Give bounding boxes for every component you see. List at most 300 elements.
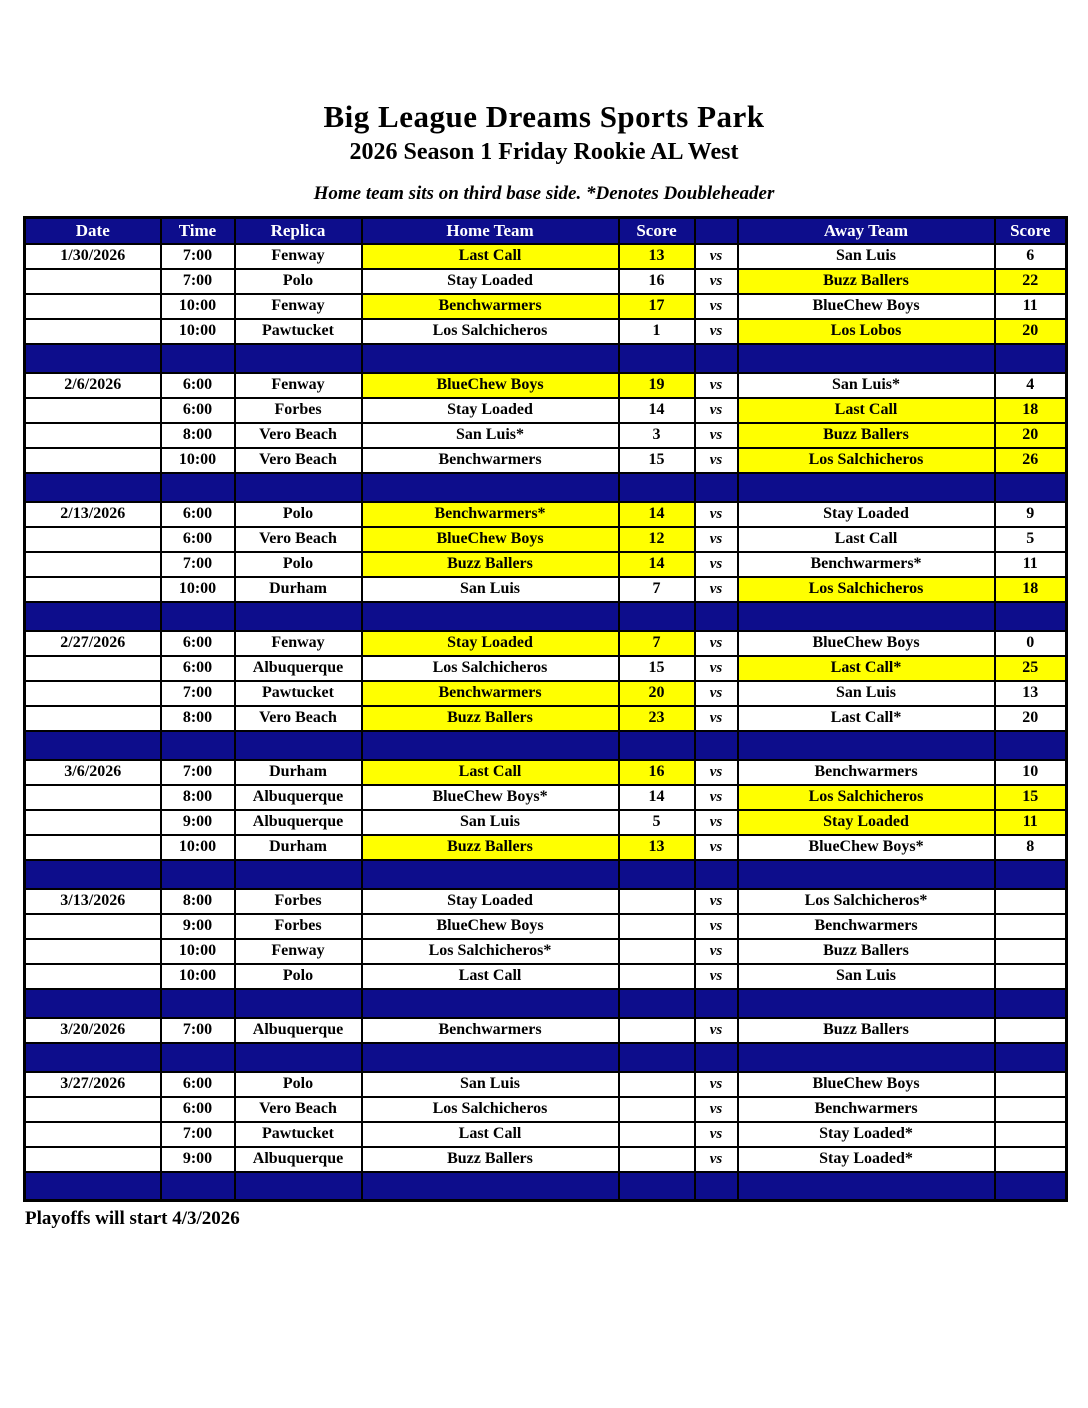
away-team-cell: Last Call [738,398,995,423]
replica-cell: Fenway [235,244,362,269]
replica-cell: Fenway [235,631,362,656]
separator-cell [738,860,995,889]
vs-cell: vs [695,631,738,656]
separator-cell [619,1043,695,1072]
separator-cell [695,473,738,502]
page-subtitle: 2026 Season 1 Friday Rookie AL West [349,139,739,165]
away-team-cell: Last Call [738,527,995,552]
away-score-cell: 11 [995,810,1067,835]
separator-cell [235,1172,362,1201]
header-time: Time [161,218,235,244]
away-team-cell: Los Salchicheros [738,577,995,602]
date-cell: 2/6/2026 [25,373,161,398]
home-score-cell: 16 [619,269,695,294]
schedule-table [23,216,1068,1202]
away-team-cell: BlueChew Boys [738,294,995,319]
separator-cell [619,860,695,889]
vs-cell: vs [695,1147,738,1172]
header-date: Date [25,218,161,244]
separator-row [25,473,1067,502]
game-row [25,1097,1067,1122]
vs-cell: vs [695,760,738,785]
replica-cell: Durham [235,577,362,602]
home-team-cell: BlueChew Boys [362,914,619,939]
away-score-cell [995,1122,1067,1147]
separator-cell [235,989,362,1018]
replica-cell: Vero Beach [235,1097,362,1122]
date-cell [25,914,161,939]
vs-cell: vs [695,244,738,269]
replica-cell: Fenway [235,294,362,319]
away-score-cell: 18 [995,577,1067,602]
home-score-cell [619,964,695,989]
vs-cell: vs [695,294,738,319]
separator-cell [161,473,235,502]
home-team-cell: Last Call [362,1122,619,1147]
away-score-cell: 13 [995,681,1067,706]
game-row [25,964,1067,989]
time-cell: 10:00 [161,319,235,344]
time-cell: 8:00 [161,889,235,914]
time-cell: 6:00 [161,527,235,552]
game-row [25,810,1067,835]
home-team-cell: Benchwarmers [362,448,619,473]
home-score-cell: 12 [619,527,695,552]
home-score-cell: 14 [619,398,695,423]
away-score-cell: 0 [995,631,1067,656]
separator-cell [738,473,995,502]
home-score-cell [619,1018,695,1043]
game-row [25,914,1067,939]
home-team-cell: Last Call [362,964,619,989]
home-score-cell: 13 [619,835,695,860]
separator-cell [362,1043,619,1072]
game-row [25,448,1067,473]
home-team-cell: Benchwarmers [362,681,619,706]
game-row [25,835,1067,860]
away-score-cell [995,1147,1067,1172]
vs-cell: vs [695,373,738,398]
home-team-cell: Benchwarmers* [362,502,619,527]
date-cell [25,577,161,602]
away-team-cell: Buzz Ballers [738,939,995,964]
away-team-cell: Benchwarmers [738,760,995,785]
replica-cell: Fenway [235,373,362,398]
home-score-cell: 15 [619,448,695,473]
time-cell: 6:00 [161,502,235,527]
replica-cell: Polo [235,552,362,577]
game-row [25,244,1067,269]
home-score-cell: 23 [619,706,695,731]
date-cell [25,706,161,731]
away-score-cell: 9 [995,502,1067,527]
date-cell: 1/30/2026 [25,244,161,269]
vs-cell: vs [695,502,738,527]
home-score-cell: 15 [619,656,695,681]
away-score-cell: 20 [995,423,1067,448]
date-cell [25,1147,161,1172]
game-row [25,423,1067,448]
time-cell: 10:00 [161,577,235,602]
away-team-cell: Stay Loaded* [738,1147,995,1172]
vs-cell: vs [695,810,738,835]
vs-cell: vs [695,706,738,731]
date-cell: 3/20/2026 [25,1018,161,1043]
replica-cell: Albuquerque [235,656,362,681]
away-score-cell: 5 [995,527,1067,552]
date-cell [25,269,161,294]
home-score-cell: 19 [619,373,695,398]
replica-cell: Albuquerque [235,1018,362,1043]
date-cell [25,423,161,448]
time-cell: 8:00 [161,706,235,731]
separator-cell [738,602,995,631]
away-score-cell [995,939,1067,964]
date-cell [25,527,161,552]
separator-cell [161,344,235,373]
separator-row [25,860,1067,889]
time-cell: 7:00 [161,244,235,269]
away-score-cell [995,1018,1067,1043]
home-team-cell: Los Salchicheros [362,319,619,344]
header-away-team: Away Team [738,218,995,244]
time-cell: 10:00 [161,835,235,860]
away-team-cell: Stay Loaded* [738,1122,995,1147]
game-row [25,1072,1067,1097]
vs-cell: vs [695,398,738,423]
playoffs-note: Playoffs will start 4/3/2026 [25,1208,240,1229]
game-row [25,1147,1067,1172]
separator-cell [25,473,161,502]
vs-cell: vs [695,577,738,602]
home-team-cell: San Luis [362,577,619,602]
home-team-cell: San Luis* [362,423,619,448]
away-score-cell [995,889,1067,914]
game-row [25,760,1067,785]
date-cell [25,1097,161,1122]
header-home-score: Score [619,218,695,244]
separator-cell [695,1043,738,1072]
date-cell: 2/27/2026 [25,631,161,656]
separator-cell [619,731,695,760]
date-cell: 3/27/2026 [25,1072,161,1097]
separator-cell [738,1043,995,1072]
date-cell [25,398,161,423]
header-home-team: Home Team [362,218,619,244]
away-score-cell: 25 [995,656,1067,681]
game-row [25,939,1067,964]
time-cell: 10:00 [161,939,235,964]
away-team-cell: Benchwarmers* [738,552,995,577]
home-team-cell: Buzz Ballers [362,835,619,860]
home-score-cell [619,1072,695,1097]
date-cell [25,319,161,344]
home-team-cell: Last Call [362,244,619,269]
home-score-cell: 14 [619,552,695,577]
replica-cell: Forbes [235,889,362,914]
away-team-cell: Buzz Ballers [738,1018,995,1043]
away-team-cell: Los Salchicheros [738,785,995,810]
time-cell: 7:00 [161,1122,235,1147]
separator-row [25,1043,1067,1072]
replica-cell: Pawtucket [235,319,362,344]
home-team-cell: BlueChew Boys [362,373,619,398]
date-cell: 3/6/2026 [25,760,161,785]
game-row [25,785,1067,810]
home-team-cell: San Luis [362,1072,619,1097]
separator-cell [362,344,619,373]
date-cell: 2/13/2026 [25,502,161,527]
separator-cell [995,1043,1067,1072]
away-score-cell [995,964,1067,989]
vs-cell: vs [695,319,738,344]
away-score-cell: 4 [995,373,1067,398]
header-vs [695,218,738,244]
game-row [25,1018,1067,1043]
away-score-cell: 10 [995,760,1067,785]
separator-cell [619,1172,695,1201]
time-cell: 6:00 [161,631,235,656]
separator-cell [25,1172,161,1201]
home-team-cell: Los Salchicheros [362,1097,619,1122]
away-team-cell: San Luis* [738,373,995,398]
replica-cell: Vero Beach [235,527,362,552]
separator-cell [995,344,1067,373]
replica-cell: Forbes [235,398,362,423]
away-team-cell: Stay Loaded [738,810,995,835]
home-score-cell: 3 [619,423,695,448]
away-score-cell [995,1072,1067,1097]
separator-cell [25,344,161,373]
home-score-cell: 7 [619,577,695,602]
time-cell: 6:00 [161,656,235,681]
home-team-cell: BlueChew Boys [362,527,619,552]
home-score-cell [619,1122,695,1147]
home-score-cell [619,939,695,964]
separator-cell [362,860,619,889]
away-score-cell: 6 [995,244,1067,269]
time-cell: 7:00 [161,552,235,577]
away-score-cell: 11 [995,552,1067,577]
home-team-cell: Los Salchicheros [362,656,619,681]
away-team-cell: BlueChew Boys [738,1072,995,1097]
vs-cell: vs [695,914,738,939]
date-cell [25,810,161,835]
away-score-cell: 8 [995,835,1067,860]
home-score-cell: 14 [619,785,695,810]
replica-cell: Polo [235,964,362,989]
vs-cell: vs [695,269,738,294]
separator-cell [738,1172,995,1201]
time-cell: 7:00 [161,760,235,785]
replica-cell: Polo [235,1072,362,1097]
game-row [25,631,1067,656]
time-cell: 8:00 [161,785,235,810]
home-score-cell [619,914,695,939]
away-score-cell [995,914,1067,939]
time-cell: 10:00 [161,448,235,473]
away-team-cell: San Luis [738,244,995,269]
separator-cell [995,731,1067,760]
separator-cell [695,989,738,1018]
separator-cell [235,1043,362,1072]
separator-cell [25,602,161,631]
home-score-cell: 14 [619,502,695,527]
date-cell [25,785,161,810]
home-score-cell: 16 [619,760,695,785]
separator-cell [695,602,738,631]
home-team-cell: Last Call [362,760,619,785]
vs-cell: vs [695,939,738,964]
separator-cell [619,473,695,502]
game-row [25,373,1067,398]
date-cell [25,964,161,989]
separator-cell [738,989,995,1018]
replica-cell: Pawtucket [235,1122,362,1147]
vs-cell: vs [695,1072,738,1097]
separator-cell [995,989,1067,1018]
separator-cell [362,473,619,502]
separator-cell [161,731,235,760]
away-score-cell: 20 [995,319,1067,344]
separator-cell [362,1172,619,1201]
separator-cell [161,860,235,889]
home-team-cell: Buzz Ballers [362,1147,619,1172]
replica-cell: Vero Beach [235,706,362,731]
schedule-body [25,244,1067,1201]
separator-row [25,731,1067,760]
game-row [25,294,1067,319]
date-cell [25,552,161,577]
away-team-cell: BlueChew Boys* [738,835,995,860]
game-row [25,319,1067,344]
home-team-cell: Stay Loaded [362,889,619,914]
vs-cell: vs [695,1018,738,1043]
away-team-cell: Los Lobos [738,319,995,344]
home-score-cell [619,1097,695,1122]
game-row [25,656,1067,681]
away-team-cell: Benchwarmers [738,914,995,939]
separator-cell [161,989,235,1018]
home-team-cell: Los Salchicheros* [362,939,619,964]
vs-cell: vs [695,835,738,860]
separator-cell [362,731,619,760]
vs-cell: vs [695,448,738,473]
vs-cell: vs [695,527,738,552]
separator-cell [995,473,1067,502]
home-team-cell: BlueChew Boys* [362,785,619,810]
time-cell: 6:00 [161,1072,235,1097]
vs-cell: vs [695,889,738,914]
home-score-cell: 7 [619,631,695,656]
date-cell [25,448,161,473]
separator-cell [619,344,695,373]
separator-cell [161,602,235,631]
home-score-cell [619,889,695,914]
replica-cell: Fenway [235,939,362,964]
away-team-cell: Buzz Ballers [738,269,995,294]
home-team-cell: Benchwarmers [362,294,619,319]
time-cell: 9:00 [161,810,235,835]
home-score-cell: 1 [619,319,695,344]
time-cell: 7:00 [161,269,235,294]
away-score-cell: 26 [995,448,1067,473]
away-team-cell: Last Call* [738,706,995,731]
header-row [25,218,1067,244]
home-team-cell: Benchwarmers [362,1018,619,1043]
separator-cell [695,860,738,889]
home-team-note: Home team sits on third base side. *Denotes Doubleheader [313,183,775,204]
separator-cell [235,731,362,760]
home-score-cell: 17 [619,294,695,319]
home-team-cell: Buzz Ballers [362,706,619,731]
separator-cell [25,731,161,760]
home-team-cell: Stay Loaded [362,269,619,294]
replica-cell: Durham [235,835,362,860]
time-cell: 6:00 [161,1097,235,1122]
date-cell [25,939,161,964]
vs-cell: vs [695,656,738,681]
vs-cell: vs [695,1097,738,1122]
date-cell [25,656,161,681]
game-row [25,1122,1067,1147]
header-away-score: Score [995,218,1067,244]
game-row [25,577,1067,602]
away-score-cell: 15 [995,785,1067,810]
away-team-cell: Benchwarmers [738,1097,995,1122]
time-cell: 10:00 [161,964,235,989]
separator-cell [738,731,995,760]
home-score-cell [619,1147,695,1172]
game-row [25,552,1067,577]
replica-cell: Albuquerque [235,810,362,835]
page-title: Big League Dreams Sports Park [323,99,765,134]
away-team-cell: Buzz Ballers [738,423,995,448]
away-score-cell: 11 [995,294,1067,319]
home-team-cell: Buzz Ballers [362,552,619,577]
separator-cell [362,602,619,631]
time-cell: 10:00 [161,294,235,319]
replica-cell: Polo [235,269,362,294]
vs-cell: vs [695,964,738,989]
header-replica: Replica [235,218,362,244]
replica-cell: Vero Beach [235,423,362,448]
separator-cell [25,989,161,1018]
separator-cell [362,989,619,1018]
separator-cell [25,860,161,889]
separator-cell [25,1043,161,1072]
vs-cell: vs [695,423,738,448]
away-score-cell: 18 [995,398,1067,423]
date-cell: 3/13/2026 [25,889,161,914]
time-cell: 6:00 [161,373,235,398]
away-score-cell [995,1097,1067,1122]
replica-cell: Forbes [235,914,362,939]
away-team-cell: Last Call* [738,656,995,681]
away-team-cell: Stay Loaded [738,502,995,527]
vs-cell: vs [695,681,738,706]
time-cell: 9:00 [161,1147,235,1172]
vs-cell: vs [695,785,738,810]
game-row [25,398,1067,423]
separator-cell [619,989,695,1018]
separator-cell [161,1172,235,1201]
game-row [25,681,1067,706]
game-row [25,269,1067,294]
separator-cell [235,860,362,889]
date-cell [25,835,161,860]
away-team-cell: San Luis [738,681,995,706]
